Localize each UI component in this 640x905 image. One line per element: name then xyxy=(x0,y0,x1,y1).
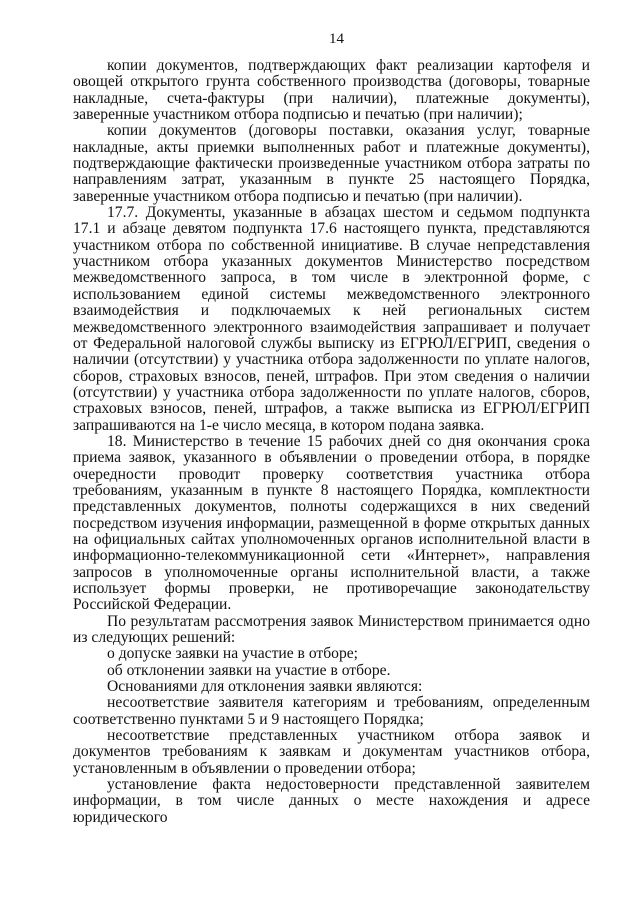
paragraph-ground-false-information: установление факта недостоверности представленной заявителем информации, в том числе данных о месте нахождения и адресе юридического xyxy=(73,776,590,826)
paragraph-expense-documents: копии документов (договоры поставки, оказания услуг, товарные накладные, акты приемки выполненных работ и платежные документы), подтверждающие фактически произведенные участником отбора затраты по направлениям затрат, указанным в пункте 25 настоящего Порядка, заверенные участником отбора подписью и печатью (при наличии). xyxy=(73,122,590,205)
paragraph-17-7: 17.7. Документы, указанные в абзацах шестом и седьмом подпункта 17.1 и абзаце девятом подпункта 17.6 настоящего пункта, представляются участником отбора по собственной инициативе. В случае непредставления участником отбора указанных документов Министерство посредством межведомственного запроса, в том числе в электронной форме, с использованием единой системы межведомственного электронного взаимодействия и подключаемых к ней региональных систем межведомственного электронного взаимодействия запрашивает и получает от Федеральной налоговой службы выписку из ЕГРЮЛ/ЕГРИП, сведения о наличии (отсутствии) у участника отбора задолженности по уплате налогов, сборов, страховых взносов, пеней, штрафов. При этом сведения о наличии (отсутствии) у участника отбора задолженности по уплате налогов, сборов, страховых взносов, пеней, штрафов, а также выписка из ЕГРЮЛ/ЕГРИП запрашиваются на 1-е число месяца, в котором подана заявка. xyxy=(73,204,590,434)
paragraph-rejection-grounds: Основаниями для отклонения заявки являются: xyxy=(107,678,423,696)
paragraph-decision-admit: о допуске заявки на участие в отборе; xyxy=(107,645,359,663)
paragraph-ground-noncompliance-applicant: несоответствие заявителя категориям и требованиям, определенным соответственно пунктами 5 и 9 настоящего Порядка; xyxy=(73,694,590,728)
page-number: 14 xyxy=(329,31,344,47)
paragraph-potato-sales-documents: копии документов, подтверждающих факт реализации картофеля и овощей открытого грунта собственного производства (договоры, товарные накладные, счета-фактуры (при наличии), платежные документы), заверенные участником отбора подписью и печатью (при наличии); xyxy=(73,57,590,124)
paragraph-18: 18. Министерство в течение 15 рабочих дней со дня окончания срока приема заявок, указанного в объявлении о проведении отбора, в порядке очередности проводит проверку соответствия участника отбора требованиям, указанным в пункте 8 настоящего Порядка, комплектности представленных документов, полноты содержащихся в них сведений посредством изучения информации, размещенной в форме открытых данных на официальных сайтах уполномоченных органов исполнительной власти в информационно-телекоммуникационной сети «Интернет», направления запросов в уполномоченные органы исполнительной власти, а также использует формы проверки, не противоречащие законодательству Российской Федерации. xyxy=(73,432,590,614)
paragraph-ground-noncompliance-documents: несоответствие представленных участником отбора заявок и документов требованиям к заявкам и документам участников отбора, установленным в объявлении о проведении отбора; xyxy=(73,727,590,777)
paragraph-decision-reject: об отклонении заявки на участие в отборе. xyxy=(107,661,391,679)
paragraph-review-results: По результатам рассмотрения заявок Министерством принимается одно из следующих решений: xyxy=(73,612,590,647)
